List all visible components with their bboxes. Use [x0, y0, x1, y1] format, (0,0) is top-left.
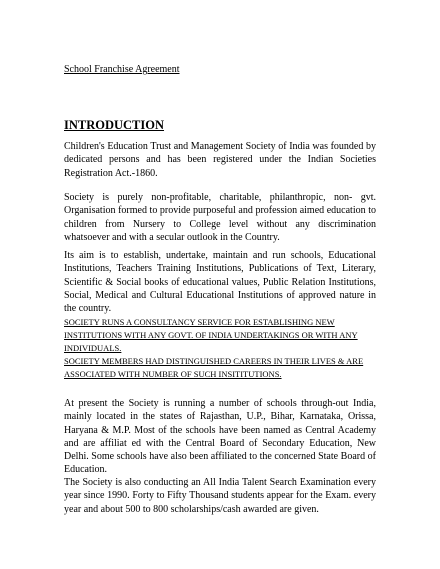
- document-header: School Franchise Agreement: [64, 64, 180, 75]
- paragraph-nonprofit: Society is purely non-profitable, charitable, philanthropic, non- gvt. Organisation formed to provide purposeful and profession aimed education to children from Nursery to College level without any discrimination whatsoever and with a secular outlook in the Country.: [64, 192, 376, 243]
- highlight-consultancy: SOCIETY RUNS A CONSULTANCY SERVICE FOR ESTABLISHING NEW INSTITUTIONS WITH ANY GOVT. OF INDIA UNDERTAKINGS OR WITH ANY INDIVIDUALS.: [64, 317, 358, 353]
- paragraph-aims: Its aim is to establish, undertake, maintain and run schools, Educational Institutions, Teachers Training Institutions, Publications of Text, Literary, Scientific & Social books of educational values, Public Relation Institutions, Social, Medical and Cultural Educational Institutions of approved nature in the country.: [64, 250, 376, 315]
- section-heading: INTRODUCTION: [64, 118, 165, 132]
- highlight-members: SOCIETY MEMBERS HAD DISTINGUISHED CAREERS IN THEIR LIVES & ARE ASSOCIATED WITH NUMBER OF SUCH INSITITUTIONS.: [64, 356, 364, 379]
- paragraph-founding: Children's Education Trust and Management Society of India was founded by dedicated persons and has been registered under the Indian Societies Registration Act.-1860.: [64, 141, 376, 179]
- paragraph-schools: At present the Society is running a number of schools through-out India, mainly located in the states of Rajasthan, U.P., Bihar, Karnataka, Orissa, Haryana & M.P. Most of the schools have been named as Central Academy and are affiliat ed with the Central Board of Secondary Education, New Delhi. Some schools have also been affiliated to the concerned State Board of Education.: [64, 398, 376, 476]
- paragraph-talent-search: The Society is also conducting an All India Talent Search Examination every year since 1990. Forty to Fifty Thousand students appear for the Exam. every year and about 500 to 800 scholarships/cash awarded are given.: [64, 477, 376, 515]
